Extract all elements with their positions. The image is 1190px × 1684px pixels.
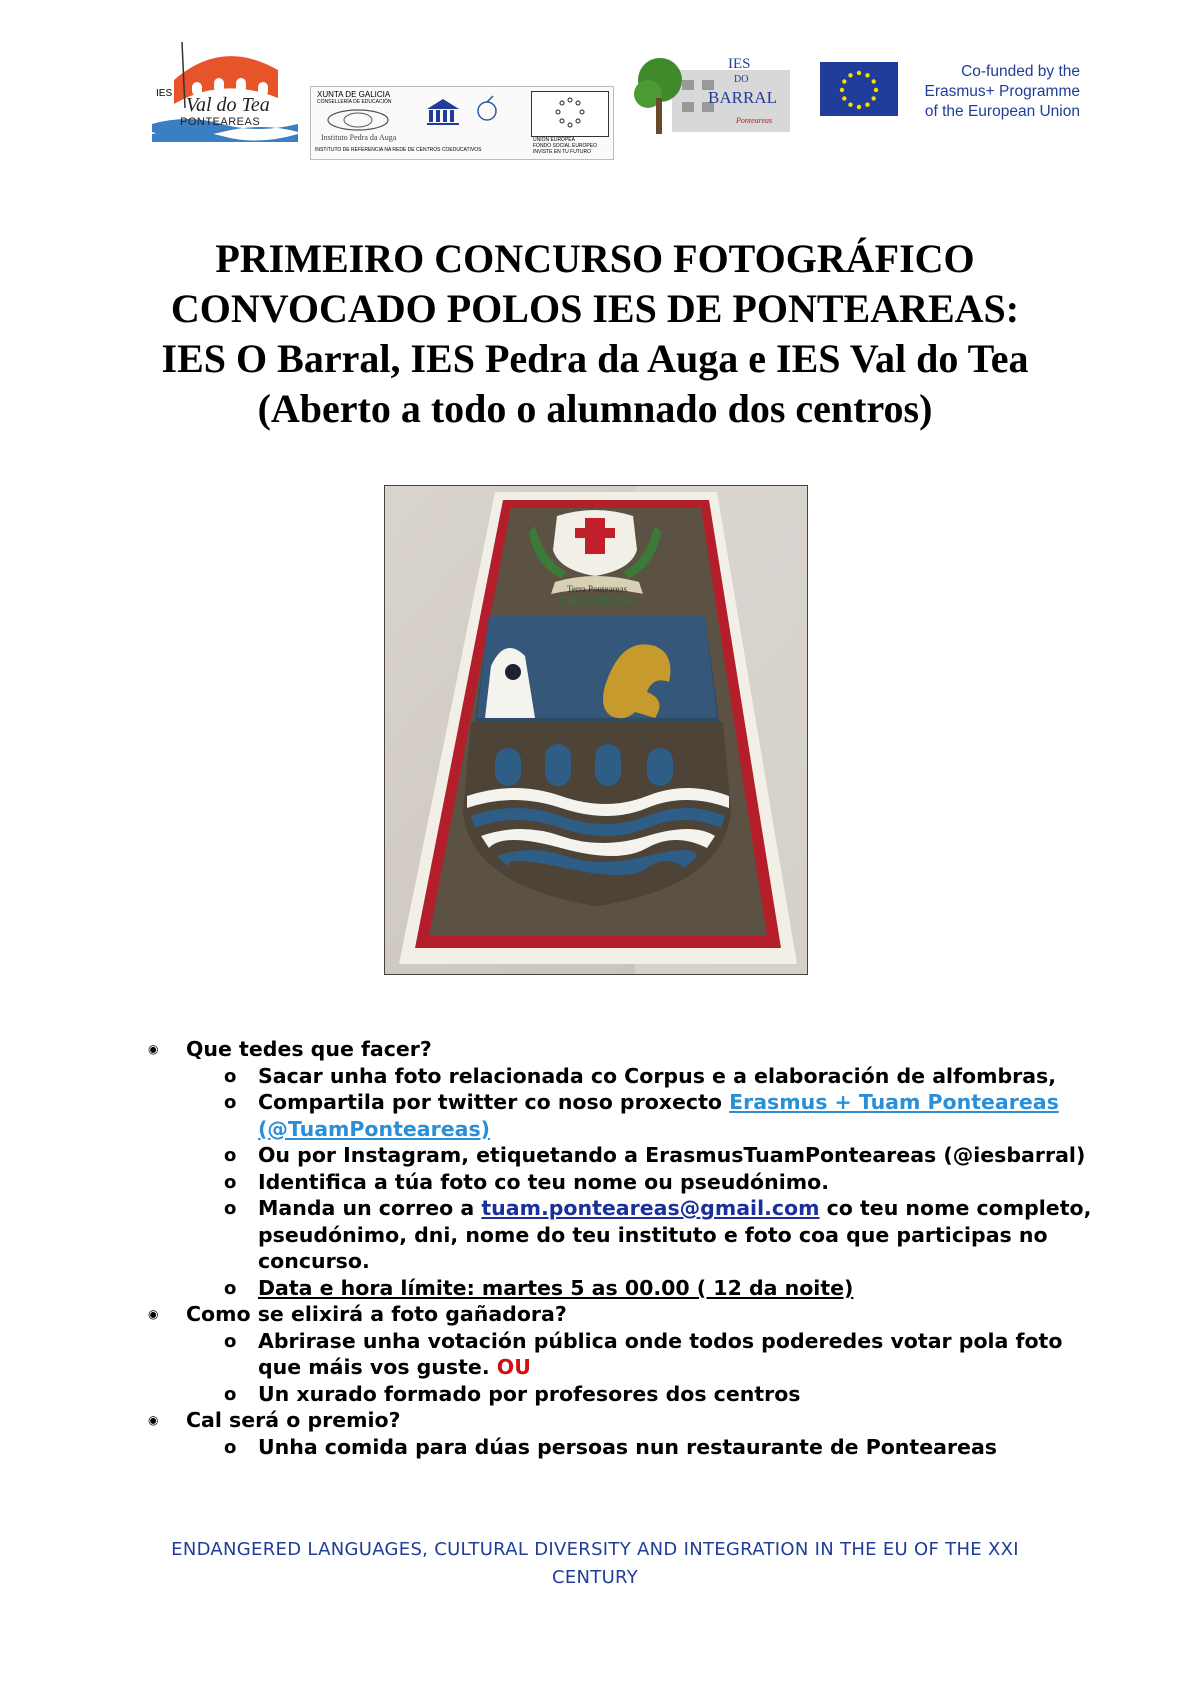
step-send-email-post: co teu nome completo, pseudónimo, dni, nome do teu instituto e foto coa que participas no concurso.: [258, 1196, 1092, 1273]
question-how-chosen: Como se elixirá a foto gañadora?: [186, 1302, 567, 1326]
step-take-photo: Sacar unha foto relacionada co Corpus e a elaboración de alfombras,: [258, 1063, 1057, 1088]
barral-line3: BARRAL: [708, 88, 777, 107]
footer-line-1: ENDANGERED LANGUAGES, CULTURAL DIVERSITY AND INTEGRATION IN THE EU OF THE XXI: [171, 1539, 1019, 1560]
question-prize: Cal será o premio?: [186, 1408, 401, 1432]
list-item: [140, 1434, 1100, 1461]
barral-line4: Ponteareas: [736, 116, 773, 125]
photo-ribbon-text: Terra Ponteareas: [566, 584, 628, 594]
step-share-twitter: Compartila por twitter co noso proxecto: [258, 1090, 730, 1114]
prize-text: Unha comida para dúas persoas nun restaurante de Ponteareas: [258, 1434, 997, 1459]
erasmus-cofunded-text: [910, 62, 1080, 122]
logo-xunta-unesco-fse: [310, 86, 614, 160]
eu-stars-icon: [820, 62, 898, 116]
eu-flag-logo: [820, 62, 898, 116]
eu-text-line3: of the European Union: [924, 103, 1080, 120]
deadline-text: Data e hora límite: martes 5 as 00.00 ( 12 da noite): [258, 1275, 854, 1300]
list-item: [140, 1169, 1100, 1196]
title-line-1: PRIMEIRO CONCURSO FOTOGRÁFICO: [215, 236, 975, 281]
xunta-line2: CONSELLERÍA DE EDUCACIÓN: [317, 99, 392, 105]
eu-fse-line3: INVISTE EN TU FUTURO: [533, 149, 591, 155]
step-instagram: Ou por Instagram, etiquetando a ErasmusTuamPonteareas (@iesbarral): [258, 1143, 1086, 1167]
circle-bullet-icon: o: [224, 1383, 237, 1405]
step-identify-photo: Identifica a túa foto co teu nome ou pseudónimo.: [258, 1169, 829, 1194]
page-title: [60, 234, 1130, 434]
circle-bullet-icon: o: [224, 1065, 237, 1087]
circle-bullet-icon: o: [224, 1330, 237, 1352]
list-item: [140, 1195, 1100, 1275]
val-do-tea-name: Val do Tea: [186, 94, 270, 116]
eu-fse-line2: FONDO SOCIAL EUROPEO: [533, 143, 597, 149]
list-item: [140, 1381, 1100, 1408]
flower-carpet-photo: [384, 485, 808, 975]
bullet-icon: ◉: [148, 1413, 159, 1427]
circle-bullet-icon: o: [224, 1198, 237, 1219]
circle-bullet-icon: o: [224, 1092, 237, 1113]
title-line-4: (Aberto a todo o alumnado dos centros): [257, 386, 933, 431]
circle-bullet-icon: o: [224, 1277, 237, 1299]
barral-line1: IES: [728, 56, 751, 72]
list-item: [140, 1328, 1100, 1381]
eu-text-line2: Erasmus+ Programme: [924, 83, 1080, 100]
circle-bullet-icon: o: [224, 1436, 237, 1458]
circle-bullet-icon: o: [224, 1171, 237, 1193]
unesco-icon: [423, 97, 463, 127]
step-send-email-pre: Manda un correo a: [258, 1196, 482, 1220]
eu-text-line1: Co-funded by the: [961, 63, 1080, 80]
eu-fse-flag: [531, 91, 609, 137]
barral-line2: DO: [734, 74, 749, 85]
list-item: [140, 1063, 1100, 1090]
email-link[interactable]: tuam.ponteareas@gmail.com: [481, 1196, 820, 1220]
list-item: [140, 1089, 1100, 1142]
bullet-icon: ◉: [148, 1042, 159, 1056]
list-item: [140, 1142, 1100, 1169]
public-vote-text: Abrirase unha votación pública onde todos poderedes votar pola foto que máis vos guste.: [258, 1328, 1063, 1379]
logo-ies-do-barral: [632, 50, 794, 140]
title-line-2: CONVOCADO POLOS IES DE PONTEAREAS:: [170, 286, 1020, 331]
flower-carpet-image: [385, 486, 808, 975]
val-do-tea-prefix: IES: [156, 88, 173, 99]
page-footer: [110, 1536, 1080, 1592]
coeducation-icon: [475, 95, 501, 125]
jury-text: Un xurado formado por profesores dos centros: [258, 1381, 801, 1406]
photo-banner-text: ERASMUS+: [557, 593, 637, 609]
question-what-to-do: Que tedes que facer?: [186, 1037, 432, 1061]
section-what-to-do: [140, 1036, 1100, 1063]
section-how-chosen: [140, 1301, 1100, 1328]
logo-ies-val-do-tea: [152, 38, 298, 142]
pedra-da-auga-icon: [323, 107, 393, 133]
twitter-handle-link[interactable]: (@TuamPonteareas): [258, 1116, 491, 1141]
contest-instructions: [140, 1036, 1100, 1460]
circle-bullet-icon: o: [224, 1145, 237, 1166]
list-item: [140, 1275, 1100, 1302]
erasmus-tuam-link[interactable]: Erasmus + Tuam Ponteareas: [729, 1090, 1059, 1114]
eu-stars-icon: [532, 92, 608, 136]
xunta-line1: XUNTA DE GALICIA: [317, 90, 391, 99]
footer-line-2: CENTURY: [551, 1567, 639, 1588]
xunta-line3: Instituto Pedra da Auga: [321, 133, 397, 142]
or-label: OU: [496, 1355, 531, 1379]
title-line-3: IES O Barral, IES Pedra da Auga e IES Val do Tea: [161, 336, 1029, 381]
bullet-icon: ◉: [148, 1307, 159, 1321]
val-do-tea-town: PONTEAREAS: [180, 116, 261, 128]
eu-fse-line1: UNIÓN EUROPEA: [533, 137, 575, 143]
section-prize: [140, 1407, 1100, 1434]
xunta-line4: INSTITUTO DE REFERENCIA NA REDE DE CENTROS COEDUCATIVOS: [315, 147, 482, 153]
